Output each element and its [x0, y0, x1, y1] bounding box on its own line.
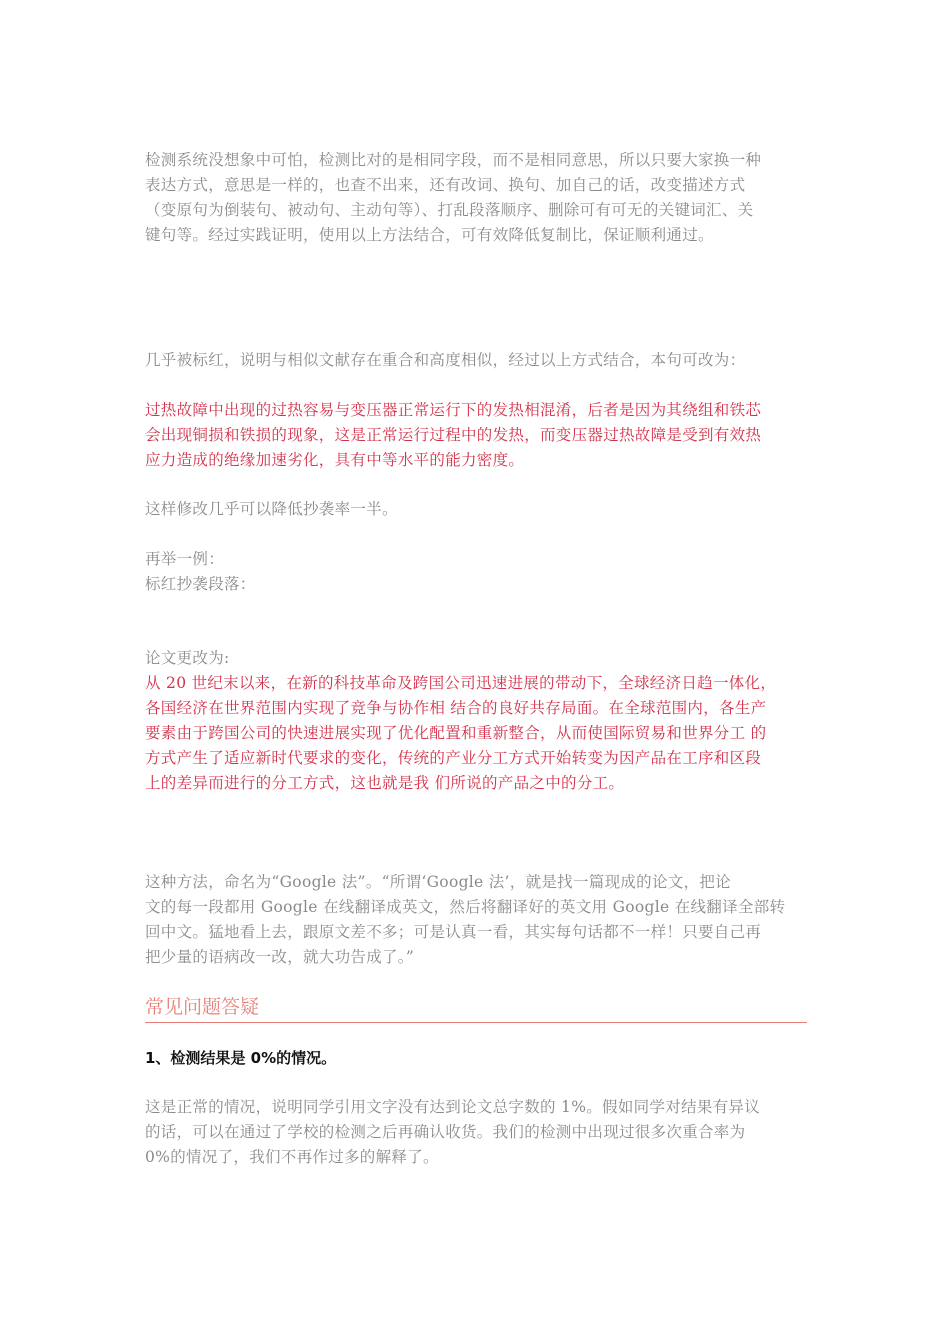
text-line: 表达方式，意思是一样的，也查不出来，还有改词、换句、加自己的话，改变描述方式 [145, 176, 746, 194]
text-line: 方式产生了适应新时代要求的变化，传统的产业分工方式开始转变为因产品在工序和区段 [145, 749, 762, 767]
text-line: 各国经济在世界范围内实现了竞争与协作相 结合的良好共存局面。在全球范围内，各生产 [145, 699, 767, 717]
text-line: 过热故障中出现的过热容易与变压器正常运行下的发热相混淆，后者是因为其绕组和铁芯 [145, 401, 762, 419]
text-line: 这种方法，命名为“Google 法”。“所谓‘Google 法’，就是找一篇现成的论文，把论 [145, 873, 731, 891]
text-line: 会出现铜损和铁损的现象，这是正常运行过程中的发热，而变压器过热故障是受到有效热 [145, 426, 762, 444]
text-line: 要素由于跨国公司的快速进展实现了优化配置和重新整合，从而使国际贸易和世界分工 的 [145, 724, 767, 742]
text-line: 文的每一段都用 Google 在线翻译成英文，然后将翻译好的英文用 Google 在线翻译全部转 [145, 898, 786, 916]
text-line: 回中文。猛地看上去，跟原文差不多；可是认真一看，其实每句话都不一样！只要自己再 [145, 923, 762, 941]
text-line: 从 20 世纪末以来，在新的科技革命及跨国公司迅速进展的带动下，全球经济日趋一体化， [145, 674, 777, 692]
text-line: 几乎被标红，说明与相似文献存在重合和高度相似，经过以上方式结合，本句可改为： [145, 351, 746, 369]
google-method-paragraph [145, 870, 807, 970]
faq-question-title: 1、检测结果是 0%的情况。 [145, 1049, 337, 1067]
text-line: 再举一例： [145, 550, 225, 568]
text-line: 这是正常的情况，说明同学引用文字没有达到论文总字数的 1%。假如同学对结果有异议 [145, 1098, 761, 1116]
revised-paragraph-red [145, 671, 807, 796]
text-line: 把少量的语病改一改，就大功告成了。” [145, 948, 415, 966]
text-line: （变原句为倒装句、被动句、主动句等）、打乱段落顺序、删除可有可无的关键词汇、关 [145, 201, 754, 219]
section-heading-faq: 常见问题答疑 [145, 993, 807, 1023]
explanation-paragraph [145, 348, 807, 373]
text-line: 的话，可以在通过了学校的检测之后再确认收货。我们的检测中出现过很多次重合率为 [145, 1123, 746, 1141]
result-paragraph [145, 497, 807, 522]
text-line: 键句等。经过实践证明，使用以上方法结合，可有效降低复制比，保证顺利通过。 [145, 226, 714, 244]
faq-answer-paragraph [145, 1095, 807, 1170]
text-line: 标红抄袭段落： [145, 575, 256, 593]
intro-paragraph [145, 148, 807, 248]
example-intro [145, 547, 807, 597]
revised-sentence-red [145, 398, 807, 473]
text-line: 上的差异而进行的分工方式，这也就是我 们所说的产品之中的分工。 [145, 774, 625, 792]
text-line: 检测系统没想象中可怕，检测比对的是相同字段，而不是相同意思，所以只要大家换一种 [145, 151, 762, 169]
text-line: 这样修改几乎可以降低抄袭率一半。 [145, 500, 398, 518]
text-line: 论文更改为: [145, 649, 230, 667]
text-line: 0%的情况了，我们不再作过多的解释了。 [145, 1148, 439, 1166]
text-line: 应力造成的绝缘加速劣化，具有中等水平的能力密度。 [145, 451, 525, 469]
revised-label [145, 646, 807, 671]
